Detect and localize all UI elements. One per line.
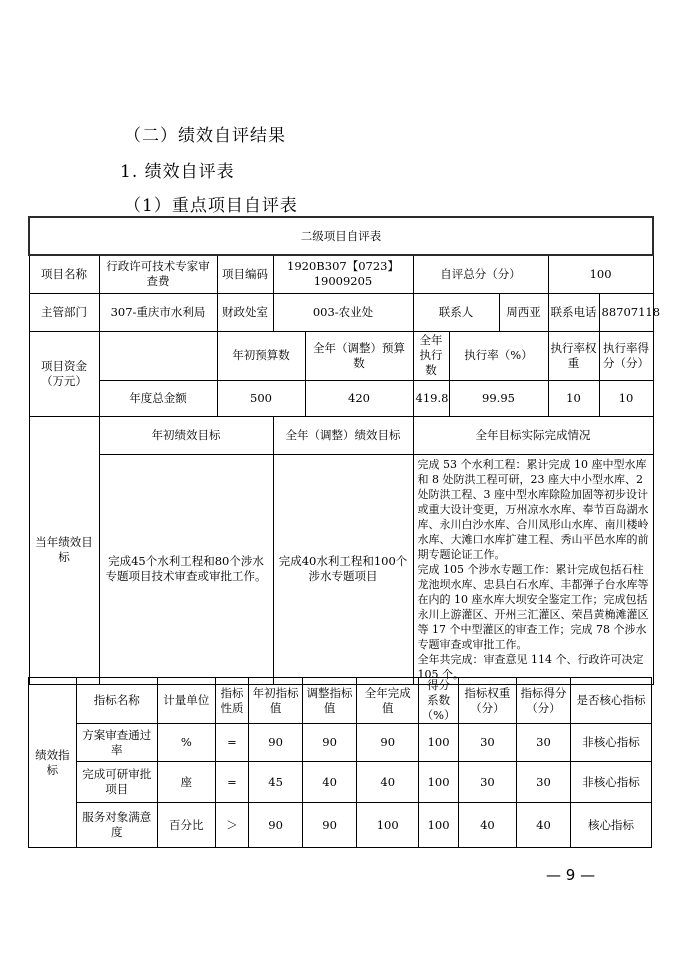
indicator-cell: 完成可研审批项目 [76, 762, 157, 803]
goal-adjusted: 完成40水利工程和100个涉水专题项目 [273, 454, 413, 684]
project-name-label: 项目名称 [29, 255, 99, 293]
goal-label: 当年绩效目标 [29, 416, 99, 684]
indicator-cell: 100 [357, 803, 419, 848]
goal-initial: 完成45个水利工程和80个涉水专题项目技术审查或审批工作。 [99, 454, 273, 684]
indicator-cell: 90 [357, 724, 419, 762]
indicator-cell: 90 [303, 724, 357, 762]
indicator-table [28, 677, 652, 848]
goal-header-2: 全年目标实际完成情况 [413, 416, 653, 454]
indicator-cell: 100 [419, 803, 458, 848]
funds-header-3: 执行率（%） [449, 331, 548, 380]
section-heading: （二）绩效自评结果 [124, 126, 286, 146]
indicator-header-9: 是否核心指标 [570, 678, 651, 724]
indicator-cell: 40 [303, 762, 357, 803]
indicator-cell: 100 [419, 762, 458, 803]
indicator-cell: 40 [516, 803, 570, 848]
table-row [29, 724, 652, 762]
goal-actual [413, 454, 653, 684]
phone: 88707118 [599, 293, 653, 331]
table-row [29, 762, 652, 803]
indicator-cell: 服务对象满意度 [76, 803, 157, 848]
indicator-header-1: 计量单位 [157, 678, 215, 724]
funds-value-3: 99.95 [449, 380, 548, 416]
indicator-cell: 100 [419, 724, 458, 762]
contact-label: 联系人 [413, 293, 499, 331]
funds-header-5: 执行率得分（分） [599, 331, 653, 380]
indicator-cell: 40 [357, 762, 419, 803]
indicator-cell: 百分比 [157, 803, 215, 848]
indicator-cell: 30 [516, 762, 570, 803]
indicator-header-4: 调整指标值 [303, 678, 357, 724]
table-heading: （1）重点项目自评表 [124, 196, 298, 216]
funds-value-4: 10 [548, 380, 599, 416]
indicator-cell: 核心指标 [570, 803, 651, 848]
score-value: 100 [548, 255, 653, 293]
goal-actual-part-1: 完成 53 个水利工程：累计完成 10 座中型水库和 8 处防洪工程可研，23 座大中小型水库、2 处防洪工程、3 座中型水库除险加固等初步设计或重大设计变更，万州凉水水库、奉节百岛湖水库、永川白沙水库、合川凤形山水库、南川楼岭水库、大滩口水库扩建工程、秀山平邑水库的前期专题论证工作。 [417, 457, 649, 561]
indicator-cell: 30 [458, 724, 516, 762]
indicator-header-0: 指标名称 [76, 678, 157, 724]
indicator-cell: 非核心指标 [570, 724, 651, 762]
project-self-evaluation-table [28, 216, 661, 685]
indicator-cell: = [215, 724, 248, 762]
indicator-cell: 座 [157, 762, 215, 803]
indicator-header-8: 指标得分（分） [516, 678, 570, 724]
indicator-cell: 90 [303, 803, 357, 848]
phone-label: 联系电话 [548, 293, 599, 331]
goal-actual-part-2: 完成 105 个涉水专题工作：累计完成包括石柱龙池坝水库、忠县白石水库、丰都弹子台水库等在内的 10 座水库大坝安全鉴定工作；完成包括永川上游灌区、开州三汇灌区、荣昌黄桷滩灌区等 17 个中型灌区的审查工作；完成 78 个涉水专题审查或审批工作。 [417, 562, 649, 651]
project-code-label: 项目编码 [217, 255, 273, 293]
finance-label: 财政处室 [217, 293, 273, 331]
indicator-cell: 30 [458, 762, 516, 803]
table-row [29, 803, 652, 848]
indicator-label: 绩效指标 [29, 678, 77, 848]
funds-header-0: 年初预算数 [217, 331, 305, 380]
indicator-header-3: 年初指标值 [249, 678, 303, 724]
funds-header-4: 执行率权重 [548, 331, 599, 380]
indicator-header-5: 全年完成值 [357, 678, 419, 724]
indicator-cell: 45 [249, 762, 303, 803]
indicator-cell: 非核心指标 [570, 762, 651, 803]
subsection-heading: 1. 绩效自评表 [120, 162, 235, 182]
indicator-header-2: 指标性质 [215, 678, 248, 724]
indicator-cell: 30 [516, 724, 570, 762]
score-label: 自评总分（分） [413, 255, 548, 293]
goal-actual-part-3: 全年共完成：审查意见 114 个、行政许可决定 105 个。 [417, 652, 644, 681]
indicator-cell: 90 [249, 803, 303, 848]
indicator-cell: 方案审查通过率 [76, 724, 157, 762]
indicator-cell: 90 [249, 724, 303, 762]
indicator-header-7: 指标权重（分） [458, 678, 516, 724]
funds-header-2: 全年执行数 [413, 331, 449, 380]
indicator-header-6: 得分系数（%） [419, 678, 458, 724]
indicator-cell: ＞ [215, 803, 248, 848]
indicator-cell: % [157, 724, 215, 762]
funds-label: 项目资金（万元） [29, 331, 99, 416]
funds-value-2: 419.8 [413, 380, 449, 416]
goal-header-0: 年初绩效目标 [99, 416, 273, 454]
finance: 003-农业处 [273, 293, 413, 331]
contact: 周西亚 [499, 293, 548, 331]
indicator-cell: = [215, 762, 248, 803]
funds-header-1: 全年（调整）预算数 [305, 331, 413, 380]
funds-value-0: 500 [217, 380, 305, 416]
project-code: 1920B307【0723】19009205 [273, 255, 413, 293]
dept: 307-重庆市水利局 [99, 293, 217, 331]
funds-row-label: 年度总金额 [99, 380, 217, 416]
funds-value-1: 420 [305, 380, 413, 416]
page-number: — 9 — [546, 866, 596, 884]
project-name: 行政许可技术专家审查费 [99, 255, 217, 293]
goal-header-1: 全年（调整）绩效目标 [273, 416, 413, 454]
indicator-cell: 40 [458, 803, 516, 848]
table-title: 二级项目自评表 [29, 217, 653, 255]
dept-label: 主管部门 [29, 293, 99, 331]
funds-value-5: 10 [599, 380, 653, 416]
